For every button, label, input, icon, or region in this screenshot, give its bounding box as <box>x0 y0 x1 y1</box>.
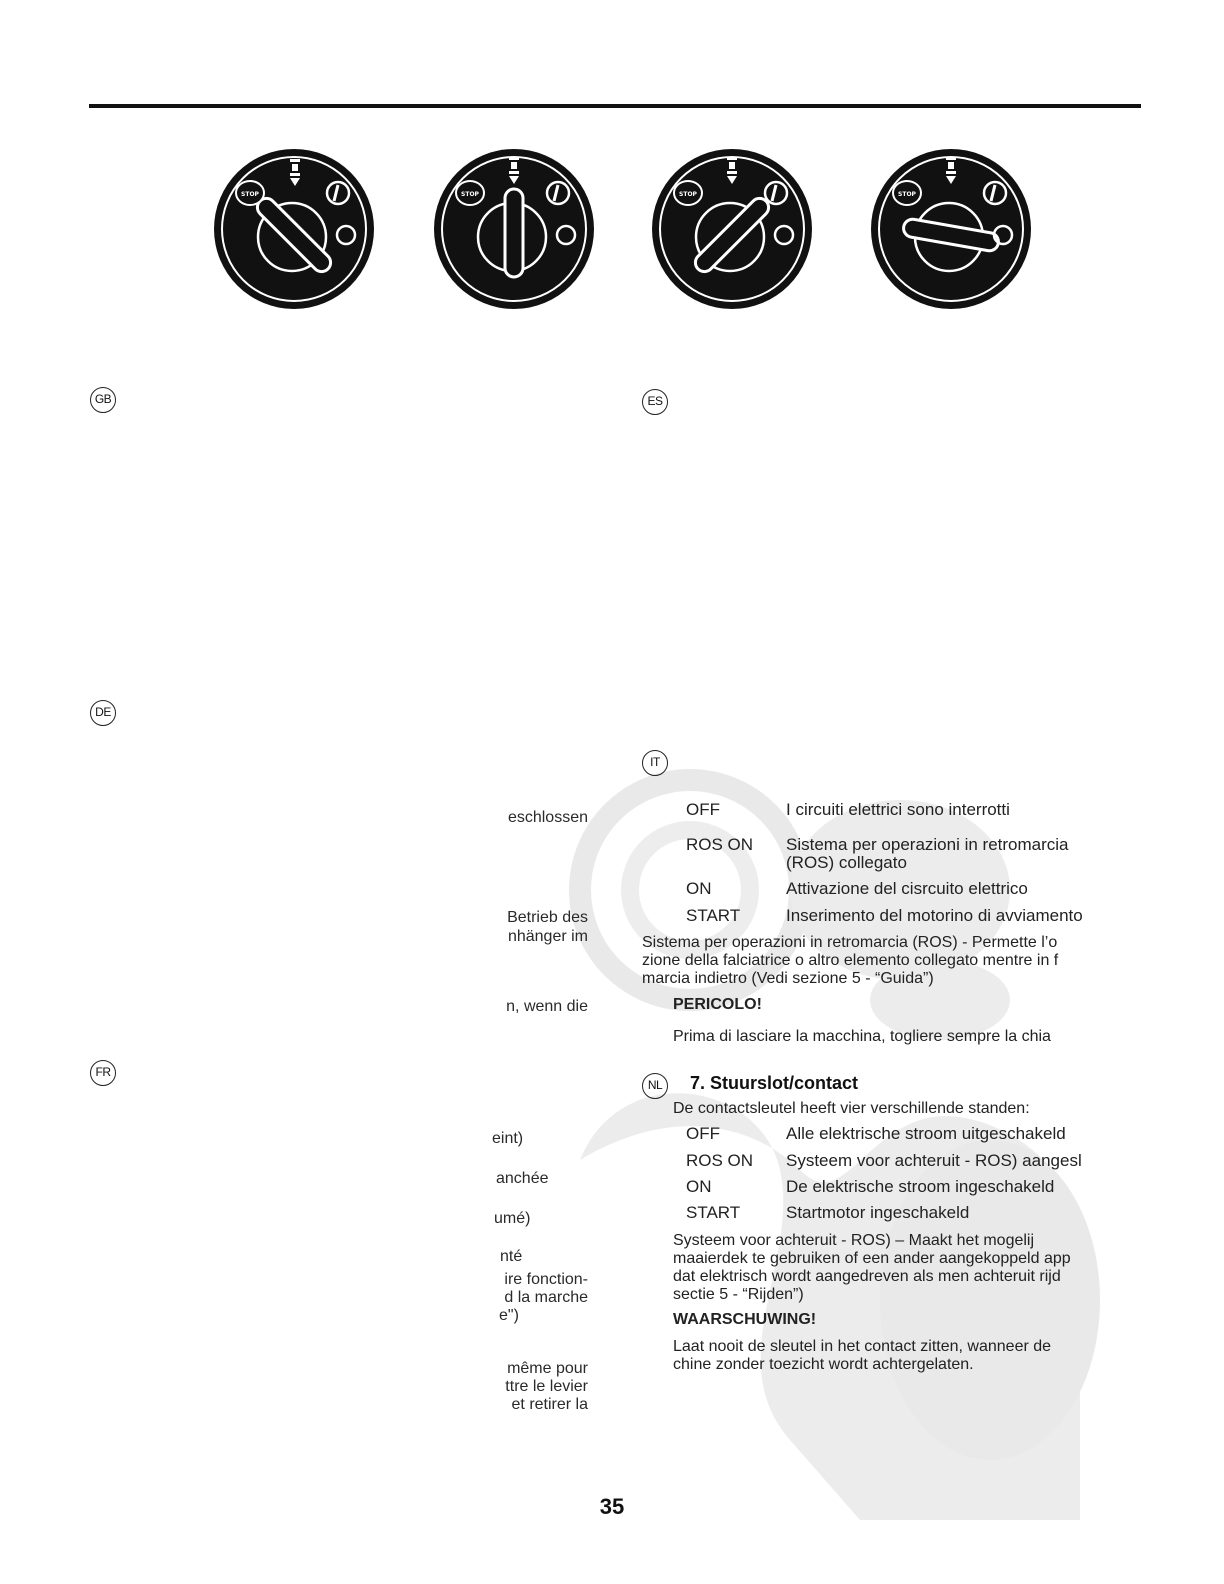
fr-fragment: e") <box>499 1307 519 1324</box>
nl-paragraph-line: maaierdek te gebruiken of een ander aangekoppeld app <box>673 1250 1071 1267</box>
stop-label: STOP <box>679 191 697 198</box>
nl-paragraph-line: Systeem voor achteruit - ROS) – Maakt het mogelij <box>673 1232 1035 1249</box>
it-paragraph-line: marcia indietro (Vedi sezione 5 - “Guida”) <box>642 970 934 987</box>
ignition-dial-ros-on-icon <box>432 147 596 311</box>
ignition-dial-start-icon <box>869 147 1033 311</box>
nl-warning-title: WAARSCHUWING! <box>673 1311 817 1328</box>
de-fragment: Betrieb des <box>507 909 588 926</box>
nl-row-value: Startmotor ingeschakeld <box>786 1203 970 1222</box>
fr-fragment: même pour <box>507 1360 588 1377</box>
de-fragment: n, wenn die <box>506 998 588 1015</box>
nl-row-value: Alle elektrische stroom uitgeschakeld <box>786 1124 1066 1143</box>
lang-badge-nl: NL <box>642 1073 668 1099</box>
fr-fragment: ire fonction- <box>504 1271 588 1288</box>
it-row-key: ON <box>686 879 712 898</box>
it-paragraph-line: zione della falciatrice o altro elemento collegato mentre in f <box>642 952 1059 969</box>
it-row-value: Attivazione del cisrcuito elettrico <box>786 879 1028 898</box>
nl-row-key: OFF <box>686 1124 720 1143</box>
it-row-value: Sistema per operazioni in retromarcia <box>786 835 1069 854</box>
nl-row-key: ROS ON <box>686 1151 754 1170</box>
nl-paragraph-line: sectie 5 - “Rijden”) <box>673 1286 804 1303</box>
de-fragment: eschlossen <box>507 809 588 826</box>
stop-label: STOP <box>898 191 916 198</box>
top-rule <box>89 104 1141 108</box>
lang-badge-es: ES <box>642 389 668 415</box>
fr-fragment: anchée <box>496 1170 549 1187</box>
fr-fragment: ttre le levier <box>505 1378 588 1395</box>
it-warning-title: PERICOLO! <box>673 996 762 1013</box>
it-row-key: OFF <box>686 800 720 819</box>
stop-label: STOP <box>461 191 479 198</box>
fr-fragment: d la marche <box>504 1289 588 1306</box>
fr-fragment: nté <box>500 1248 523 1265</box>
ignition-dial-on-icon <box>650 147 814 311</box>
stop-label: STOP <box>241 191 259 198</box>
lang-badge-de: DE <box>90 700 116 726</box>
it-warning-text: Prima di lasciare la macchina, togliere sempre la chia <box>673 1028 1051 1045</box>
nl-intro: De contactsleutel heeft vier verschillende standen: <box>673 1100 1030 1117</box>
fr-fragment: et retirer la <box>511 1396 588 1413</box>
de-fragment: nhänger im <box>507 928 588 945</box>
nl-section-heading: 7. Stuurslot/contact <box>690 1073 859 1093</box>
lang-badge-gb: GB <box>90 387 116 413</box>
it-row-value: (ROS) collegato <box>786 853 907 872</box>
nl-row-key: ON <box>686 1177 712 1196</box>
lang-badge-fr: FR <box>90 1060 116 1086</box>
it-row-key: START <box>686 906 741 925</box>
nl-row-key: START <box>686 1203 741 1222</box>
page-number: 35 <box>599 1494 625 1519</box>
it-row-value: I circuiti elettrici sono interrotti <box>786 800 1010 819</box>
it-paragraph-line: Sistema per operazioni in retromarcia (ROS) - Permette l’o <box>642 934 1058 951</box>
nl-paragraph-line: dat elektrisch wordt aangedreven als men achteruit rijd <box>673 1268 1061 1285</box>
nl-row-value: De elektrische stroom ingeschakeld <box>786 1177 1055 1196</box>
it-row-key: ROS ON <box>686 835 754 854</box>
ignition-dial-off-icon <box>212 147 376 311</box>
lang-badge-it: IT <box>642 750 668 776</box>
nl-row-value: Systeem voor achteruit - ROS) aangesl <box>786 1151 1082 1170</box>
nl-warning-text: Laat nooit de sleutel in het contact zitten, wanneer de <box>673 1338 1052 1355</box>
fr-fragment: eint) <box>492 1130 524 1147</box>
fr-fragment: umé) <box>494 1210 531 1227</box>
nl-warning-text: chine zonder toezicht wordt achtergelaten. <box>673 1356 974 1373</box>
it-row-value: Inserimento del motorino di avviamento <box>786 906 1083 925</box>
